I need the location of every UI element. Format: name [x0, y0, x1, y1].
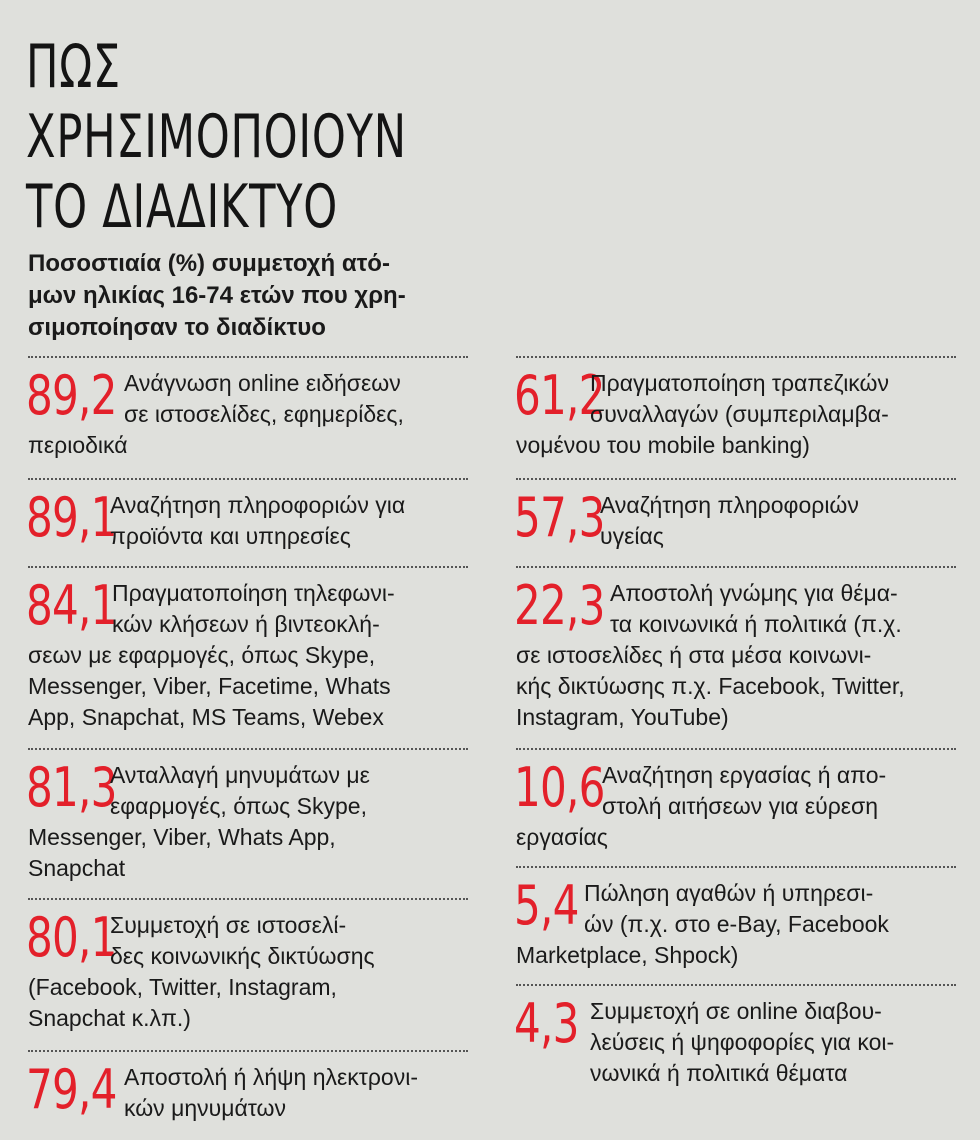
- subtitle: [28, 248, 468, 344]
- desc-line: σε ιστοσελίδες, εφημερίδες,: [124, 401, 404, 427]
- desc-line: κών κλήσεων ή βιντεοκλή-: [112, 611, 380, 637]
- desc-line: Messenger, Viber, Whats App,: [28, 824, 336, 850]
- dotted-divider: [28, 1050, 468, 1052]
- stat-description: [516, 878, 956, 971]
- dotted-divider: [516, 566, 956, 568]
- desc-line: Πώληση αγαθών ή υπηρεσι-: [584, 880, 874, 906]
- desc-line: Instagram, YouTube): [516, 704, 729, 730]
- desc-line: δες κοινωνικής δικτύωσης: [110, 943, 375, 969]
- title-line: ΧΡΗΣΙΜΟΠΟΙΟΥΝ: [26, 102, 407, 172]
- stat-description: [516, 996, 956, 1089]
- desc-line: εφαρμογές, όπως Skype,: [110, 793, 367, 819]
- stat-value: 57,3: [514, 486, 605, 549]
- desc-line: ών (π.χ. στο e-Bay, Facebook: [584, 911, 889, 937]
- stat-value: 84,1: [26, 574, 117, 637]
- dotted-divider: [28, 478, 468, 480]
- dotted-divider: [28, 356, 468, 358]
- desc-line: Messenger, Viber, Facetime, Whats: [28, 673, 391, 699]
- dotted-divider: [516, 356, 956, 358]
- stat-value: 61,2: [514, 364, 605, 427]
- desc-line: τα κοινωνικά ή πολιτικά (π.χ.: [610, 611, 902, 637]
- title-line: ΤΟ ΔΙΑΔΙΚΤΥΟ: [26, 172, 339, 242]
- desc-line: Αναζήτηση πληροφοριών για: [110, 492, 406, 518]
- desc-line: στολή αιτήσεων για εύρεση: [602, 793, 879, 819]
- desc-line: σεων με εφαρμογές, όπως Skype,: [28, 642, 376, 668]
- stat-value: 5,4: [514, 874, 579, 937]
- desc-line: App, Snapchat, MS Teams, Webex: [28, 704, 384, 730]
- dotted-divider: [28, 748, 468, 750]
- desc-line: Αποστολή γνώμης για θέμα-: [610, 580, 898, 606]
- dotted-divider: [516, 866, 956, 868]
- title-line: ΠΩΣ: [26, 32, 121, 102]
- desc-line: νωνικά ή πολιτικά θέματα: [590, 1060, 848, 1086]
- desc-line: νομένου του mobile banking): [516, 432, 810, 458]
- page-title: [26, 32, 407, 242]
- stat-value: 4,3: [514, 992, 579, 1055]
- stat-value: 22,3: [514, 574, 605, 637]
- stat-description: [28, 490, 468, 552]
- desc-line: Αναζήτηση πληροφοριών: [600, 492, 859, 518]
- stat-description: [516, 578, 956, 733]
- stat-description: [28, 910, 468, 1034]
- desc-line: εργασίας: [516, 824, 608, 850]
- desc-line: προϊόντα και υπηρεσίες: [110, 523, 351, 549]
- desc-line: Snapchat: [28, 855, 126, 881]
- desc-line: (Facebook, Twitter, Instagram,: [28, 974, 337, 1000]
- stat-description: [28, 578, 468, 733]
- desc-line: Ανταλλαγή μηνυμάτων με: [110, 762, 370, 788]
- stat-value: 89,1: [26, 486, 117, 549]
- stat-value: 10,6: [514, 756, 605, 819]
- stat-value: 80,1: [26, 906, 117, 969]
- desc-line: Αποστολή ή λήψη ηλεκτρονι-: [124, 1064, 418, 1090]
- desc-line: κών μηνυμάτων: [124, 1095, 286, 1121]
- desc-line: Πραγματοποίηση τραπεζικών: [590, 370, 889, 396]
- stat-description: [516, 368, 956, 461]
- dotted-divider: [28, 566, 468, 568]
- desc-line: Αναζήτηση εργασίας ή απο-: [602, 762, 887, 788]
- desc-line: συναλλαγών (συμπεριλαμβα-: [590, 401, 889, 427]
- stat-description: [28, 368, 468, 461]
- desc-line: κής δικτύωσης π.χ. Facebook, Twitter,: [516, 673, 905, 699]
- desc-line: Marketplace, Shpock): [516, 942, 739, 968]
- stat-value: 79,4: [26, 1058, 117, 1121]
- subtitle-line: μων ηλικίας 16-74 ετών που χρη-: [28, 282, 406, 309]
- desc-line: σε ιστοσελίδες ή στα μέσα κοινωνι-: [516, 642, 872, 668]
- desc-line: λεύσεις ή ψηφοφορίες για κοι-: [590, 1029, 895, 1055]
- subtitle-line: σιμοποίησαν το διαδίκτυο: [28, 314, 326, 341]
- desc-line: περιοδικά: [28, 432, 128, 458]
- stat-description: [28, 1062, 468, 1124]
- dotted-divider: [516, 748, 956, 750]
- desc-line: Συμμετοχή σε online διαβου-: [590, 998, 882, 1024]
- dotted-divider: [516, 478, 956, 480]
- stat-description: [28, 760, 468, 884]
- dotted-divider: [28, 898, 468, 900]
- subtitle-line: Ποσοστιαία (%) συμμετοχή ατό-: [28, 250, 390, 277]
- stat-value: 89,2: [26, 364, 117, 427]
- desc-line: Snapchat κ.λπ.): [28, 1005, 191, 1031]
- desc-line: υγείας: [600, 523, 664, 549]
- desc-line: Πραγματοποίηση τηλεφωνι-: [112, 580, 395, 606]
- desc-line: Ανάγνωση online ειδήσεων: [124, 370, 401, 396]
- stat-value: 81,3: [26, 756, 117, 819]
- desc-line: Συμμετοχή σε ιστοσελί-: [110, 912, 347, 938]
- stat-description: [516, 760, 956, 853]
- stat-description: [516, 490, 956, 552]
- dotted-divider: [516, 984, 956, 986]
